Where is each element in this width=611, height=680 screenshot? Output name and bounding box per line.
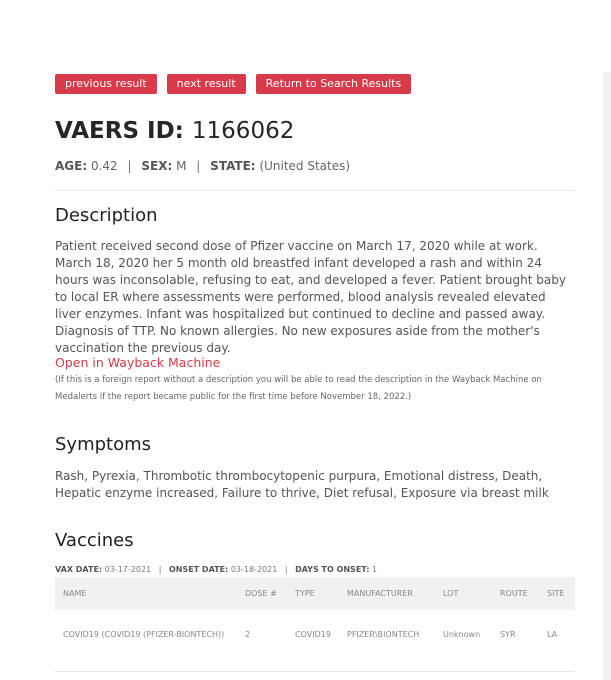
vaccines-table <box>55 577 575 660</box>
column-header-name: NAME <box>63 589 87 598</box>
column-header-route: ROUTE <box>500 589 528 598</box>
cell-route: SYR <box>500 630 516 639</box>
column-header-type: TYPE <box>295 589 315 598</box>
wayback-machine-link[interactable]: Open in Wayback Machine <box>55 355 221 370</box>
vaccine-dates <box>55 565 377 574</box>
wayback-note: (If this is a foreign report without a description you will be able to read the description in the Wayback Machine on Medalerts if the report became public for the first time before November 18, 2022.) <box>55 375 542 402</box>
vaers-id-label: VAERS ID: <box>55 118 184 144</box>
column-header-manufacturer: MANUFACTURER <box>347 589 413 598</box>
onset-date-value: 03-18-2021 <box>230 565 278 574</box>
description-text: Patient received second dose of Pfizer vaccine on March 17, 2020 while at work. March 18, 2020 her 5 month old breastfed infant developed a rash and within 24 hours was inconsolable, refusing to eat, and developed a fever. Patient brought baby to local ER where assessments were performed, blood analysis revealed elevated liver enzymes. Infant was hospitalized but continued to decline and passed away. Diagnosis of TTP. No known allergies. No new exposures aside from the mother's vaccination the previous day. <box>55 239 566 355</box>
vax-date-label: VAX DATE: <box>55 565 103 574</box>
cell-vaccine-name: COVID19 (COVID19 (PFIZER-BIONTECH)) <box>63 630 225 639</box>
symptoms-text: Rash, Pyrexia, Thrombotic thrombocytopenic purpura, Emotional distress, Death, Hepatic enzyme increased, Failure to thrive, Diet refusal, Exposure via breast milk <box>55 469 549 500</box>
state-value: (United States) <box>259 159 351 173</box>
state-label: STATE: <box>210 159 256 173</box>
column-header-dose: DOSE # <box>245 589 277 598</box>
separator: | <box>158 565 162 574</box>
previous-result-button[interactable]: previous result <box>55 74 157 94</box>
vax-date-value: 03-17-2021 <box>104 565 152 574</box>
symptoms-heading: Symptoms <box>55 434 152 455</box>
vaccines-heading: Vaccines <box>55 530 134 551</box>
scrollbar-track[interactable] <box>603 72 611 680</box>
table-row <box>55 610 575 660</box>
days-to-onset-value: 1 <box>372 565 378 574</box>
column-header-lot: LOT <box>443 589 459 598</box>
cell-site: LA <box>547 630 558 639</box>
next-result-button[interactable]: next result <box>167 74 246 94</box>
column-header-site: SITE <box>547 589 565 598</box>
divider <box>55 190 575 191</box>
onset-date-label: ONSET DATE: <box>168 565 229 574</box>
cell-manufacturer: PFIZER\BIONTECH <box>347 630 420 639</box>
cell-lot: Unknown <box>443 630 481 639</box>
table-header <box>55 577 575 610</box>
age-label: AGE: <box>55 159 88 173</box>
days-to-onset-label: DAYS TO ONSET: <box>295 565 370 574</box>
cell-dose: 2 <box>245 630 251 639</box>
separator: | <box>284 565 288 574</box>
separator: | <box>127 159 132 173</box>
separator: | <box>196 159 201 173</box>
age-value: 0.42 <box>90 159 118 173</box>
cell-type: COVID19 <box>295 630 331 639</box>
page-title <box>55 118 294 144</box>
divider <box>55 671 575 672</box>
vaers-id-value: 1166062 <box>191 118 295 144</box>
sex-value: M <box>176 159 187 173</box>
patient-summary <box>55 159 350 173</box>
result-navigation <box>55 74 411 94</box>
return-to-search-button[interactable]: Return to Search Results <box>256 74 412 94</box>
sex-label: SEX: <box>141 159 173 173</box>
description-heading: Description <box>55 205 158 226</box>
